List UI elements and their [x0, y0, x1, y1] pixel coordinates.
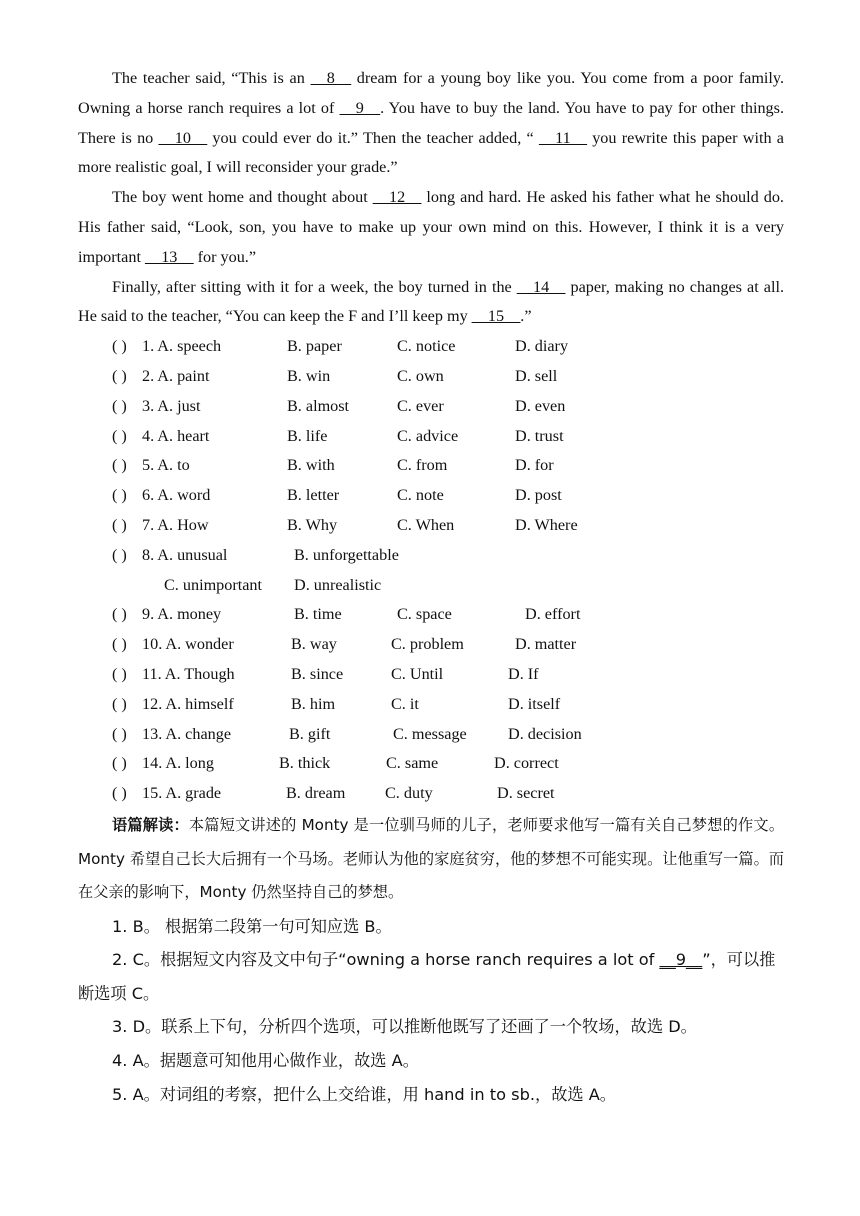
option-c: C. notice — [397, 337, 456, 356]
analysis-text: 本篇短文讲述的 Monty 是一位驯马师的儿子，老师要求他写一篇有关自己梦想的作文。Monty 希望自己长大后拥有一个马场。老师认为他的家庭贫穷，他的梦想不可能实现。让他重写一篇。而在父亲的影响下，Monty 仍然坚持自己的梦想。 — [78, 815, 785, 902]
answer-paren[interactable]: ( ) — [112, 337, 127, 356]
option-c: C. duty — [385, 784, 433, 803]
answer-paren[interactable]: ( ) — [112, 635, 127, 654]
option-d: D. correct — [494, 754, 559, 773]
option-c: C. own — [397, 366, 444, 385]
text-run: 2. C。根据短文内容及文中句子“owning a horse ranch requires a lot of — [112, 950, 660, 970]
option-b: B. time — [294, 605, 342, 624]
option-a: 12. A. himself — [142, 694, 234, 713]
text-run: .” — [520, 307, 532, 326]
option-b: B. thick — [279, 754, 331, 773]
text-run: The boy went home and thought about — [112, 188, 373, 207]
option-d: D. for — [515, 456, 554, 475]
question-row — [78, 690, 784, 720]
option-a: 3. A. just — [142, 396, 201, 415]
question-row — [78, 451, 784, 481]
option-b: B. life — [287, 426, 328, 445]
blank-9-ref: __9__ — [659, 950, 703, 970]
answer-paren[interactable]: ( ) — [112, 366, 127, 385]
answer-paren[interactable]: ( ) — [112, 694, 127, 713]
answer-paren[interactable]: ( ) — [112, 545, 127, 564]
blank-14: __14__ — [516, 277, 566, 296]
option-d: D. effort — [525, 605, 581, 624]
option-d: D. itself — [508, 694, 561, 713]
question-row — [78, 660, 784, 690]
answer-paren[interactable]: ( ) — [112, 456, 127, 475]
option-a: 1. A. speech — [142, 337, 222, 356]
blank-12: __12__ — [372, 188, 422, 207]
question-list — [78, 332, 784, 809]
option-d: D. trust — [515, 426, 564, 445]
answer-paren[interactable]: ( ) — [112, 515, 127, 534]
option-a: 6. A. word — [142, 486, 211, 505]
answer-2 — [78, 943, 784, 1010]
question-row — [78, 600, 784, 630]
option-b: B. him — [291, 694, 336, 713]
option-a: 2. A. paint — [142, 366, 210, 385]
option-b: B. gift — [289, 724, 331, 743]
option-a: 8. A. unusual — [142, 545, 228, 564]
question-row-continued — [78, 571, 784, 601]
question-row — [78, 720, 784, 750]
option-a: 11. A. Though — [142, 664, 235, 683]
text-run: ”，可以推断选项 C。 — [78, 950, 776, 1003]
option-b: B. unforgettable — [294, 545, 399, 564]
option-c: C. advice — [397, 426, 459, 445]
question-row — [78, 749, 784, 779]
answer-3: 3. D。联系上下句，分析四个选项，可以推断他既写了还画了一个牧场，故选 D。 — [112, 1017, 697, 1037]
blank-9: __9__ — [339, 98, 381, 117]
option-a: 5. A. to — [142, 456, 190, 475]
question-row — [78, 630, 784, 660]
option-a: 13. A. change — [142, 724, 232, 743]
option-a: 9. A. money — [142, 605, 222, 624]
answer-paren[interactable]: ( ) — [112, 486, 127, 505]
option-d: D. Where — [515, 515, 578, 534]
blank-8: __8__ — [310, 69, 352, 87]
option-d: D. decision — [508, 724, 582, 743]
answer-paren[interactable]: ( ) — [112, 724, 127, 743]
option-a: 7. A. How — [142, 515, 209, 534]
option-c: C. unimportant — [164, 575, 263, 594]
passage-paragraph-3 — [78, 273, 784, 333]
question-row — [78, 541, 784, 571]
option-a: 15. A. grade — [142, 784, 222, 803]
option-b: B. with — [287, 456, 335, 475]
blank-15: __15__ — [471, 307, 521, 326]
option-c: C. same — [386, 754, 439, 773]
passage-paragraph-2 — [78, 183, 784, 272]
text-run: paper, making no changes at all. He said to the teacher, “You can keep the F and I’ll keep my — [78, 277, 784, 326]
option-c: C. message — [393, 724, 467, 743]
option-c: C. from — [397, 456, 448, 475]
text-run: Finally, after sitting with it for a week, the boy turned in the — [112, 277, 517, 296]
option-c: C. note — [397, 486, 444, 505]
answer-paren[interactable]: ( ) — [112, 426, 127, 445]
option-c: C. it — [391, 694, 419, 713]
worksheet-page — [78, 64, 784, 1111]
option-b: B. win — [287, 366, 331, 385]
text-run: . You have to buy the land. You have to pay for other things. There is no — [78, 98, 784, 147]
answer-paren[interactable]: ( ) — [112, 396, 127, 415]
question-row — [78, 392, 784, 422]
answer-4: 4. A。据题意可知他用心做作业，故选 A。 — [112, 1051, 419, 1071]
question-row — [78, 511, 784, 541]
option-a: 14. A. long — [142, 754, 214, 773]
text-run: long and hard. He asked his father what he should do. His father said, “Look, son, you have to make up your own mind on this. However, I think it is a very important — [78, 188, 784, 266]
option-c: C. problem — [391, 635, 464, 654]
analysis-paragraph — [78, 809, 784, 910]
blank-13: __13__ — [145, 247, 194, 266]
option-d: D. If — [508, 664, 539, 683]
question-row — [78, 362, 784, 392]
option-d: D. diary — [515, 337, 569, 356]
answer-paren[interactable]: ( ) — [112, 784, 127, 803]
option-d: D. secret — [497, 784, 555, 803]
option-b: B. letter — [287, 486, 340, 505]
blank-10: __10__ — [158, 128, 208, 147]
option-b: B. paper — [287, 337, 342, 356]
text-run: for you.” — [193, 247, 257, 266]
question-row — [78, 332, 784, 362]
option-c: C. When — [397, 515, 455, 534]
option-a: 4. A. heart — [142, 426, 210, 445]
answer-paren[interactable]: ( ) — [112, 605, 127, 624]
option-b: B. Why — [287, 515, 338, 534]
passage-paragraph-1 — [78, 64, 784, 183]
question-row — [78, 422, 784, 452]
option-b: B. almost — [287, 396, 350, 415]
option-d: D. sell — [515, 366, 558, 385]
option-b: B. dream — [286, 784, 346, 803]
option-b: B. way — [291, 635, 337, 654]
text-run: dream for a young boy like you. You come from a poor family. Owning a horse ranch requires a lot of — [78, 69, 784, 117]
text-run: you rewrite this paper with a more realistic goal, I will reconsider your grade.” — [78, 128, 784, 177]
option-c: C. Until — [391, 664, 444, 683]
question-row — [78, 481, 784, 511]
option-a: 10. A. wonder — [142, 635, 234, 654]
option-d: D. unrealistic — [294, 575, 382, 594]
question-row — [78, 779, 784, 809]
analysis-heading: 语篇解读： — [112, 815, 189, 834]
answer-paren[interactable]: ( ) — [112, 754, 127, 773]
answer-paren[interactable]: ( ) — [112, 664, 127, 683]
text-run: The teacher said, “This is an — [112, 69, 311, 87]
answer-1: 1. B。 根据第二段第一句可知应选 B。 — [112, 916, 392, 936]
option-d: D. matter — [515, 635, 577, 654]
option-b: B. since — [291, 664, 344, 683]
blank-11: __11__ — [538, 128, 587, 147]
text-run: you could ever do it.” Then the teacher added, “ — [207, 128, 539, 147]
option-c: C. ever — [397, 396, 444, 415]
option-d: D. post — [515, 486, 562, 505]
option-c: C. space — [397, 605, 452, 624]
option-d: D. even — [515, 396, 566, 415]
answer-5: 5. A。对词组的考察，把什么上交给谁，用 hand in to sb.，故选 A。 — [112, 1084, 616, 1104]
